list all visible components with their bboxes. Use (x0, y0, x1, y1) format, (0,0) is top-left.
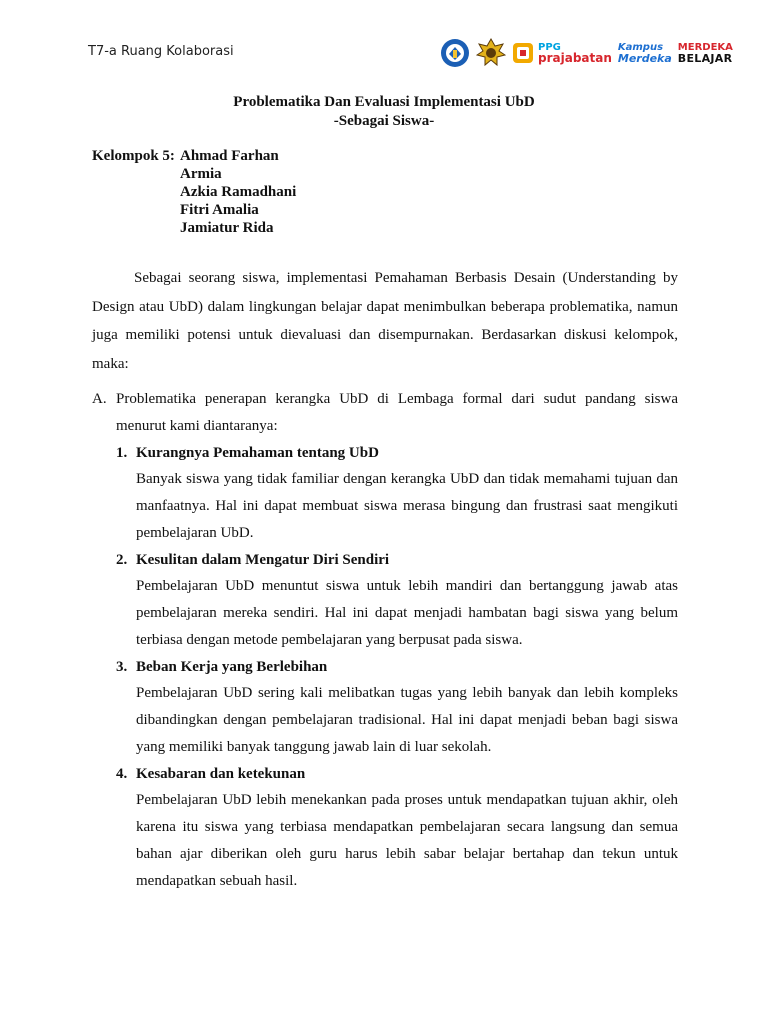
member-name: Ahmad Farhan (180, 148, 279, 164)
kampus-merdeka-logo (618, 42, 672, 64)
list-item (116, 440, 678, 547)
ppg-logo-icon (512, 42, 534, 64)
kampus-merdeka-top-text: Kampus (617, 42, 664, 53)
item-number: 2. (116, 552, 128, 568)
member-name: Azkia Ramadhani (180, 184, 297, 200)
merdeka-belajar-logo (678, 42, 733, 64)
logo-bar (440, 36, 733, 70)
section-letter: A. (92, 391, 107, 407)
item-body: Pembelajaran UbD menuntut siswa untuk lebih mandiri dan bertanggung jawab atas pembelajaran mereka sendiri. Hal ini dapat menjadi hambatan bagi siswa yang belum terbiasa dengan metode pembelajaran yang berpusat pada siswa. (136, 578, 678, 648)
item-body: Pembelajaran UbD sering kali melibatkan tugas yang lebih banyak dan lebih kompleks dibandingkan dengan pembelajaran tradisional. Hal ini dapat menjadi beban bagi siswa yang memiliki banyak tanggung jawab lain di luar sekolah. (136, 685, 678, 755)
item-number: 4. (116, 766, 128, 782)
kampus-merdeka-bottom-text: Merdeka (617, 52, 672, 65)
list-item (116, 654, 678, 761)
ppg-logo-top-text: PPG (538, 42, 561, 53)
member-name: Armia (180, 166, 222, 182)
item-body: Pembelajaran UbD lebih menekankan pada proses untuk mendapatkan tujuan akhir, oleh karena itu siswa yang terbiasa mendapatkan pembelajaran secara langsung dan semua bahan ajar diberikan oleh guru harus lebih sabar belajar bertahap dan tekun untuk mendapatkan sebuah hasil. (136, 792, 678, 889)
group-members (92, 147, 296, 237)
member-name: Jamiatur Rida (180, 220, 274, 236)
item-body: Banyak siswa yang tidak familiar dengan kerangka UbD dan tidak memahami tujuan dan manfaatnya. Hal ini dapat membuat siswa merasa bingung dan frustrasi saat mengikuti pembelajaran UbD. (136, 471, 678, 541)
problem-list (116, 440, 678, 895)
item-heading: Kesulitan dalam Mengatur Diri Sendiri (136, 552, 390, 568)
item-heading: Beban Kerja yang Berlebihan (136, 659, 328, 675)
merdeka-belajar-top-text: MERDEKA (677, 42, 733, 53)
item-heading: Kurangnya Pemahaman tentang UbD (136, 445, 379, 461)
intro-paragraph: Sebagai seorang siswa, implementasi Pemahaman Berbasis Desain (Understanding by Design atau UbD) dalam lingkungan belajar dapat menimbulkan beberapa problematika, namun juga memiliki potensi untuk dievaluasi dan disempurnakan. Berdasarkan diskusi kelompok, maka: (92, 270, 678, 372)
list-item (116, 761, 678, 895)
merdeka-belajar-bottom-text: BELAJAR (677, 52, 733, 65)
section-text: Problematika penerapan kerangka UbD di Lembaga formal dari sudut pandang siswa menurut kami diantaranya: (116, 391, 678, 434)
university-seal-icon (476, 38, 506, 68)
header-label: T7-a Ruang Kolaborasi (88, 44, 234, 59)
section-a (92, 386, 678, 440)
document-subtitle: -Sebagai Siswa- (333, 113, 435, 129)
ppg-logo-bottom-text: prajabatan (538, 51, 612, 65)
document-title: Problematika Dan Evaluasi Implementasi UbD (233, 94, 535, 110)
item-number: 1. (116, 445, 128, 461)
kemdikbud-logo-icon (440, 38, 470, 68)
member-name: Fitri Amalia (180, 202, 259, 218)
ppg-logo (512, 42, 612, 64)
item-number: 3. (116, 659, 128, 675)
item-heading: Kesabaran dan ketekunan (136, 766, 306, 782)
list-item (116, 547, 678, 654)
group-label: Kelompok 5: (92, 148, 175, 164)
